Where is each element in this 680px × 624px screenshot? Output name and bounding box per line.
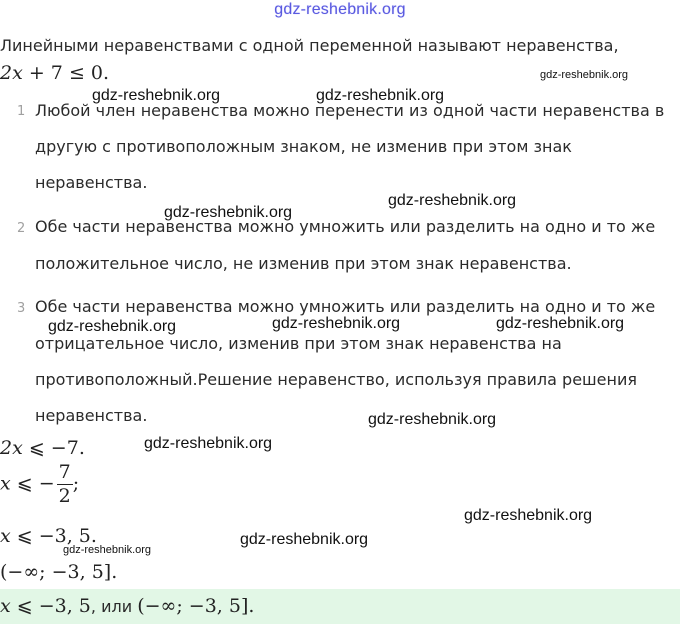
answer-word: , или [90, 597, 138, 616]
fraction-denominator: 2 [58, 485, 71, 507]
solution-interval: (−∞; −3, 5]. [0, 561, 118, 583]
intro-example-inequality [0, 62, 109, 84]
step3-rest: ⩽ −3, 5. [10, 525, 97, 547]
intro-text: Линейными неравенствами с одной переменной называют неравенства, [0, 36, 619, 55]
rule-line: противоположный.Решение неравенство, используя правила решения [35, 370, 637, 389]
watermark: gdz-reshebnik.org [464, 507, 593, 524]
step1-rest: ⩽ −7. [22, 437, 85, 459]
step3-var: x [0, 525, 11, 547]
answer-interval: (−∞; −3, 5]. [137, 595, 255, 617]
rule-line: другую с противоположным знаком, не изменив при этом знак [35, 137, 572, 156]
answer-var: x [0, 595, 11, 617]
watermark: gdz-reshebnik.org [368, 411, 497, 428]
step2-end: ; [72, 472, 80, 495]
rule-line: Обе части неравенства можно умножить или разделить на одно и то же [35, 217, 656, 236]
solution-step-1 [0, 437, 85, 459]
watermark: gdz-reshebnik.org [48, 318, 177, 335]
watermark: gdz-reshebnik.org [272, 315, 401, 332]
watermark: gdz-reshebnik.org [63, 544, 152, 556]
rule-number: 1 [17, 104, 26, 119]
rule-line: Любой член неравенства можно перенести из одной части неравенства в [35, 101, 665, 120]
step2-relation: ⩽ − [10, 472, 55, 495]
step2-fraction [57, 463, 73, 506]
watermark: gdz-reshebnik.org [92, 87, 221, 104]
watermark: gdz-reshebnik.org [240, 531, 369, 548]
fraction-numerator: 7 [58, 461, 71, 483]
rule-line: Обе части неравенства можно умножить или разделить на одно и то же [35, 297, 656, 316]
site-header-watermark: gdz-reshebnik.org [274, 1, 406, 18]
answer-line [0, 595, 254, 617]
rule-line: неравенства. [35, 406, 148, 425]
solution-step-2 [0, 463, 79, 506]
watermark: gdz-reshebnik.org [144, 435, 273, 452]
rule-number: 3 [17, 301, 26, 316]
watermark: gdz-reshebnik.org [316, 87, 445, 104]
watermark: gdz-reshebnik.org [496, 315, 625, 332]
rule-line: отрицательное число, изменив при этом знак неравенства на [35, 334, 562, 353]
watermark: gdz-reshebnik.org [388, 192, 517, 209]
answer-math: ⩽ −3, 5 [10, 595, 91, 617]
intro-example-lhs: 2x [0, 62, 23, 84]
rule-line: положительное число, не изменив при этом знак неравенства. [35, 254, 572, 273]
intro-example-rest: + 7 ≤ 0. [22, 62, 110, 84]
watermark: gdz-reshebnik.org [540, 69, 629, 81]
rule-number: 2 [17, 221, 26, 236]
watermark: gdz-reshebnik.org [164, 204, 293, 221]
rule-line: неравенства. [35, 173, 148, 192]
step1-var: 2x [0, 437, 23, 459]
step2-var: x [0, 472, 11, 495]
